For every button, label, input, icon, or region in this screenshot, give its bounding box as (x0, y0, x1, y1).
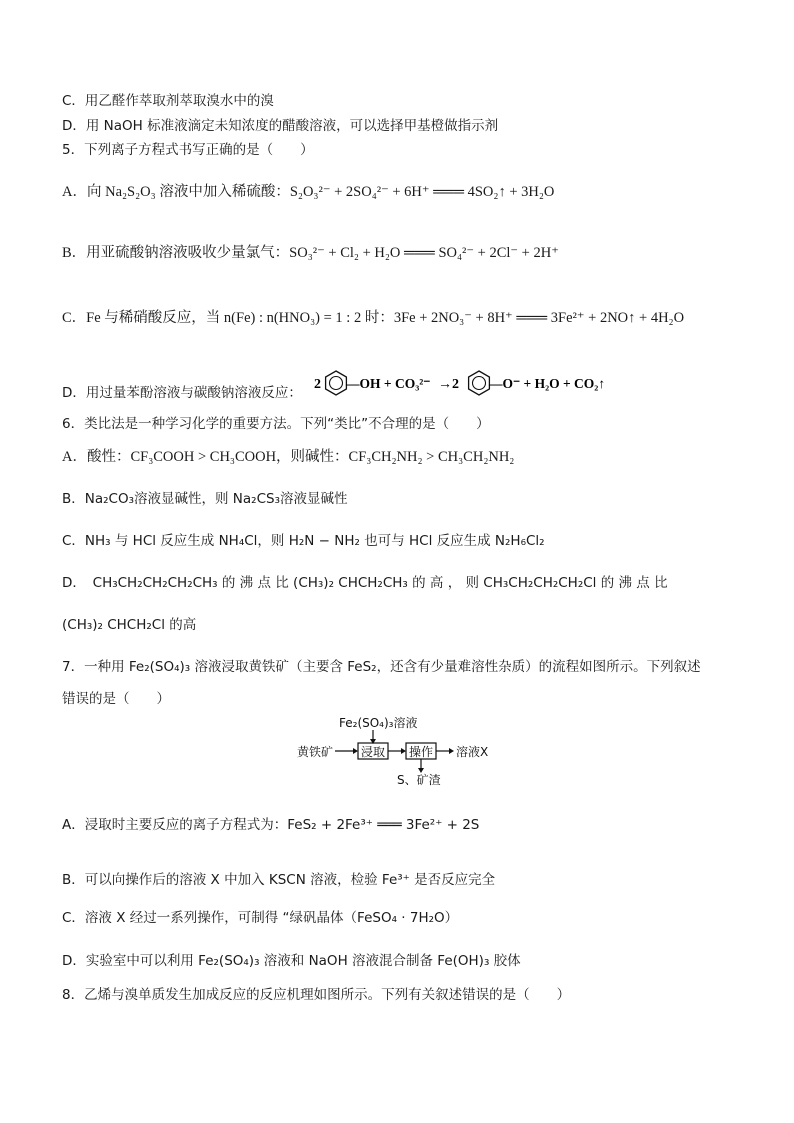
option-5d-label: D．用过量苯酚溶液与碳酸钠溶液反应： (62, 385, 302, 401)
option-6a: A．酸性：CF₃COOH > CH₃COOH，则碱性：CF₃CH₂NH₂ > CH₃CH₂NH₂ (62, 449, 515, 465)
option-5c: C．Fe 与稀硝酸反应，当 n(Fe) : n(HNO₃) = 1 : 2 时：3Fe + 2NO₃⁻ + 8H⁺ ═══ 3Fe²⁺ + 2NO↑ + 4H₂O (62, 310, 685, 326)
flow-product: 溶液X (456, 745, 489, 759)
benzene-ring-icon (469, 371, 490, 395)
option-5c-prev: C．用乙醛作萃取剂萃取溴水中的溴 (62, 93, 274, 109)
phenol-coef: 2 (314, 377, 321, 392)
phenol-oh-co3: —OH + CO₃²⁻ (346, 376, 431, 391)
question-8-title: 8．乙烯与溴单质发生加成反应的反应机理如图所示。下列有关叙述错误的是（ ） (62, 987, 571, 1003)
question-7-title-cont: 错误的是（ ） (62, 691, 170, 707)
flow-feed: 黄铁矿 (297, 745, 334, 759)
benzene-ring-icon (326, 371, 347, 395)
option-7d: D．实验室中可以利用 Fe₂(SO₄)₃ 溶液和 NaOH 溶液混合制备 Fe(OH)₃ 胶体 (62, 953, 521, 969)
option-5b: B．用亚硫酸钠溶液吸收少量氯气：SO₃²⁻ + Cl₂ + H₂O ═══ SO₄²⁻ + 2Cl⁻ + 2H⁺ (62, 245, 559, 261)
option-6d: D． CH₃CH₂CH₂CH₂CH₃ 的 沸 点 比 (CH₃)₂ CHCH₂CH₃ 的 高 ， 则 CH₃CH₂CH₂CH₂Cl 的 沸 点 比 (62, 575, 668, 591)
question-5-title: 5．下列离子方程式书写正确的是（ ） (62, 142, 314, 158)
option-6c: C．NH₃ 与 HCl 反应生成 NH₄Cl，则 H₂N − NH₂ 也可与 HCl 反应生成 N₂H₆Cl₂ (62, 533, 545, 549)
question-6-title: 6．类比法是一种学习化学的重要方法。下列“类比”不合理的是（ ） (62, 416, 490, 432)
option-7c: C．溶液 X 经过一系列操作，可制得 “绿矾晶体（FeSO₄ · 7H₂O） (62, 910, 459, 926)
option-5a: A．向 Na₂S₂O₃ 溶液中加入稀硫酸：S₂O₃²⁻ + 2SO₄²⁻ + 6H⁺ ═══ 4SO₂↑ + 3H₂O (62, 184, 555, 200)
flow-reagent: Fe₂(SO₄)₃溶液 (339, 716, 418, 730)
process-flow-diagram (297, 714, 512, 786)
option-4d: D．用 NaOH 标准液滴定未知浓度的醋酸溶液，可以选择甲基橙做指示剂 (62, 118, 499, 134)
option-7b: B．可以向操作后的溶液 X 中加入 KSCN 溶液，检验 Fe³⁺ 是否反应完全 (62, 872, 496, 888)
flow-step1: 浸取 (361, 745, 386, 759)
phenol-equation (314, 367, 624, 399)
option-6d-cont: (CH₃)₂ CHCH₂Cl 的高 (62, 617, 197, 633)
flow-residue: S、矿渣 (397, 773, 441, 786)
option-7a: A．浸取时主要反应的离子方程式为：FeS₂ + 2Fe³⁺ ═══ 3Fe²⁺ + 2S (62, 817, 480, 833)
flow-step2: 操作 (409, 745, 434, 759)
question-7-title: 7．一种用 Fe₂(SO₄)₃ 溶液浸取黄铁矿（主要含 FeS₂，还含有少量难溶性杂质）的流程如图所示。下列叙述 (62, 659, 701, 675)
phenol-products: —O⁻ + H₂O + CO₂↑ (489, 376, 606, 391)
phenol-arrow-coef: →2 (438, 377, 459, 392)
option-6b: B．Na₂CO₃溶液显碱性，则 Na₂CS₃溶液显碱性 (62, 491, 348, 507)
